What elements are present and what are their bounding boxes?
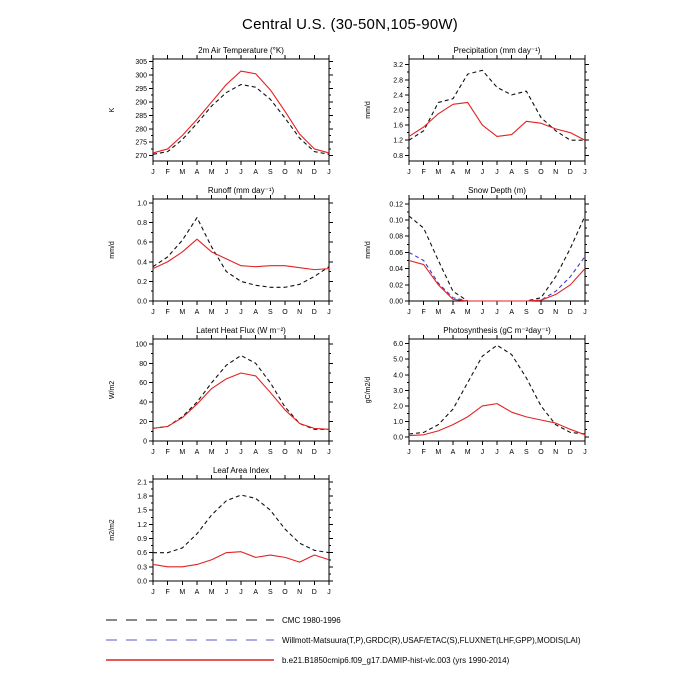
- svg-text:mm/d: mm/d: [365, 241, 372, 259]
- chart-leaf-area-index: [103, 463, 341, 601]
- svg-text:O: O: [282, 309, 288, 316]
- svg-text:gC/m2/d: gC/m2/d: [365, 376, 372, 404]
- svg-text:A: A: [509, 449, 515, 456]
- svg-text:J: J: [327, 449, 331, 456]
- svg-text:Photosynthesis (gC m⁻²day⁻¹): Photosynthesis (gC m⁻²day⁻¹): [443, 326, 551, 335]
- svg-text:1.6: 1.6: [393, 122, 403, 130]
- svg-text:4.0: 4.0: [393, 372, 403, 380]
- svg-text:M: M: [208, 309, 215, 316]
- legend-item-obs: [106, 635, 700, 645]
- svg-text:20: 20: [139, 419, 147, 427]
- svg-text:270: 270: [135, 153, 147, 161]
- svg-text:J: J: [224, 449, 229, 456]
- svg-text:M: M: [179, 589, 186, 596]
- svg-text:A: A: [194, 449, 200, 456]
- svg-text:2.0: 2.0: [393, 403, 403, 411]
- svg-text:0.9: 0.9: [137, 536, 147, 543]
- legend-label: CMC 1980-1996: [282, 615, 341, 625]
- legend: [106, 615, 700, 665]
- svg-text:M: M: [464, 449, 471, 456]
- svg-text:J: J: [495, 449, 499, 456]
- svg-text:0.6: 0.6: [137, 239, 147, 247]
- svg-text:A: A: [253, 589, 259, 596]
- svg-text:1.0: 1.0: [137, 200, 147, 208]
- svg-text:A: A: [253, 169, 259, 176]
- svg-text:0.0: 0.0: [393, 434, 403, 442]
- svg-text:M: M: [464, 309, 471, 316]
- svg-text:J: J: [327, 169, 331, 176]
- svg-text:mm/d: mm/d: [109, 241, 116, 259]
- svg-text:N: N: [553, 449, 559, 456]
- svg-text:D: D: [567, 169, 573, 176]
- svg-text:1.2: 1.2: [137, 521, 147, 529]
- svg-text:N: N: [553, 169, 559, 176]
- svg-text:0.4: 0.4: [137, 259, 147, 267]
- svg-text:2m Air Temperature (°K): 2m Air Temperature (°K): [198, 46, 284, 55]
- svg-text:295: 295: [135, 86, 147, 94]
- svg-text:0.10: 0.10: [389, 217, 403, 225]
- svg-text:O: O: [538, 449, 544, 456]
- svg-text:J: J: [151, 449, 155, 456]
- svg-text:J: J: [407, 169, 411, 176]
- svg-text:0.04: 0.04: [389, 266, 403, 274]
- svg-text:J: J: [327, 589, 331, 596]
- svg-text:S: S: [523, 169, 529, 176]
- svg-text:J: J: [224, 169, 229, 176]
- svg-text:J: J: [239, 449, 243, 456]
- svg-text:D: D: [311, 169, 317, 176]
- svg-text:J: J: [327, 309, 331, 316]
- svg-text:0.0: 0.0: [137, 578, 147, 586]
- svg-text:J: J: [495, 309, 499, 316]
- svg-text:F: F: [165, 589, 170, 596]
- svg-text:J: J: [407, 449, 411, 456]
- svg-text:S: S: [267, 169, 273, 176]
- svg-text:F: F: [165, 449, 170, 456]
- svg-text:M: M: [179, 309, 186, 316]
- svg-text:M: M: [435, 309, 442, 316]
- svg-text:J: J: [495, 169, 499, 176]
- svg-text:2.4: 2.4: [393, 92, 403, 100]
- svg-text:305: 305: [135, 59, 147, 67]
- svg-text:W/m2: W/m2: [109, 380, 116, 400]
- svg-text:N: N: [553, 309, 559, 316]
- legend-line-dashed-gray: [106, 615, 274, 625]
- legend-line-solid-red: [106, 655, 274, 665]
- svg-text:D: D: [567, 309, 573, 316]
- svg-text:2.1: 2.1: [137, 479, 147, 487]
- svg-text:J: J: [151, 169, 155, 176]
- svg-text:0.0: 0.0: [137, 298, 147, 306]
- svg-text:S: S: [523, 449, 529, 456]
- svg-text:0.3: 0.3: [137, 564, 147, 572]
- svg-text:A: A: [253, 449, 259, 456]
- svg-text:A: A: [450, 309, 456, 316]
- svg-text:O: O: [282, 169, 288, 176]
- svg-text:1.5: 1.5: [137, 507, 147, 515]
- svg-text:A: A: [194, 589, 200, 596]
- svg-text:F: F: [421, 449, 426, 456]
- svg-text:F: F: [165, 309, 170, 316]
- svg-text:M: M: [208, 449, 215, 456]
- svg-text:A: A: [450, 169, 456, 176]
- svg-text:300: 300: [135, 72, 147, 80]
- svg-text:280: 280: [135, 126, 147, 134]
- svg-text:0.06: 0.06: [389, 249, 403, 257]
- svg-text:0.08: 0.08: [389, 233, 403, 241]
- svg-text:D: D: [311, 589, 317, 596]
- legend-item-cmc: [106, 615, 700, 625]
- legend-item-model: [106, 655, 700, 665]
- svg-text:1.0: 1.0: [393, 419, 403, 427]
- svg-text:A: A: [194, 169, 200, 176]
- svg-text:F: F: [421, 169, 426, 176]
- svg-text:M: M: [435, 449, 442, 456]
- svg-text:S: S: [267, 589, 273, 596]
- svg-text:0.12: 0.12: [389, 201, 403, 209]
- svg-text:J: J: [407, 309, 411, 316]
- chart-precipitation: [359, 43, 597, 181]
- svg-text:M: M: [208, 589, 215, 596]
- svg-text:1.2: 1.2: [393, 137, 403, 145]
- legend-label: Willmott-Matsuura(T,P),GRDC(R),USAF/ETAC(S),FLUXNET(LHF,GPP),MODIS(LAI): [282, 635, 581, 645]
- svg-text:Latent Heat Flux (W m⁻²): Latent Heat Flux (W m⁻²): [196, 326, 286, 335]
- svg-text:N: N: [297, 449, 303, 456]
- svg-text:2.0: 2.0: [393, 107, 403, 115]
- svg-text:N: N: [297, 309, 303, 316]
- svg-text:D: D: [311, 309, 317, 316]
- svg-text:0: 0: [143, 438, 147, 446]
- svg-text:J: J: [480, 309, 485, 316]
- chart-runoff: [103, 183, 341, 321]
- svg-text:5.0: 5.0: [393, 356, 403, 364]
- svg-text:6.0: 6.0: [393, 341, 403, 349]
- svg-text:N: N: [297, 589, 303, 596]
- svg-text:80: 80: [139, 360, 147, 368]
- svg-text:A: A: [194, 309, 200, 316]
- svg-text:J: J: [583, 169, 587, 176]
- svg-text:mm/d: mm/d: [365, 101, 372, 119]
- chart-snow-depth: [359, 183, 597, 321]
- svg-text:285: 285: [135, 112, 147, 120]
- svg-text:J: J: [239, 309, 243, 316]
- svg-text:A: A: [509, 169, 515, 176]
- svg-text:0.2: 0.2: [137, 278, 147, 286]
- svg-text:0.02: 0.02: [389, 282, 403, 290]
- svg-text:3.0: 3.0: [393, 387, 403, 395]
- svg-text:290: 290: [135, 99, 147, 107]
- chart-2m-air-temperature: [103, 43, 341, 181]
- svg-text:J: J: [583, 449, 587, 456]
- svg-text:3.2: 3.2: [393, 62, 403, 70]
- svg-text:J: J: [151, 589, 155, 596]
- svg-text:A: A: [253, 309, 259, 316]
- svg-text:J: J: [480, 169, 485, 176]
- svg-text:60: 60: [139, 380, 147, 388]
- svg-text:O: O: [282, 449, 288, 456]
- svg-text:0.8: 0.8: [137, 220, 147, 228]
- svg-text:M: M: [208, 169, 215, 176]
- svg-text:Runoff (mm day⁻¹): Runoff (mm day⁻¹): [207, 186, 275, 195]
- legend-line-dashed-blue: [106, 635, 274, 645]
- svg-text:0.00: 0.00: [389, 298, 403, 306]
- svg-text:J: J: [239, 169, 243, 176]
- svg-text:J: J: [224, 309, 229, 316]
- svg-text:A: A: [509, 309, 515, 316]
- svg-text:F: F: [165, 169, 170, 176]
- svg-text:275: 275: [135, 139, 147, 147]
- svg-text:J: J: [151, 309, 155, 316]
- svg-text:O: O: [282, 589, 288, 596]
- svg-text:0.6: 0.6: [137, 550, 147, 558]
- svg-text:O: O: [538, 309, 544, 316]
- svg-text:J: J: [224, 589, 229, 596]
- svg-text:Snow Depth (m): Snow Depth (m): [468, 186, 526, 195]
- chart-photosynthesis: [359, 323, 597, 461]
- svg-text:O: O: [538, 169, 544, 176]
- svg-text:S: S: [267, 449, 273, 456]
- svg-text:D: D: [311, 449, 317, 456]
- svg-text:m2/m2: m2/m2: [109, 519, 116, 541]
- svg-text:S: S: [523, 309, 529, 316]
- svg-text:J: J: [239, 589, 243, 596]
- svg-text:2.8: 2.8: [393, 77, 403, 85]
- svg-text:40: 40: [139, 399, 147, 407]
- svg-text:100: 100: [135, 341, 147, 349]
- svg-text:M: M: [179, 449, 186, 456]
- svg-text:J: J: [480, 449, 485, 456]
- svg-text:J: J: [583, 309, 587, 316]
- svg-text:K: K: [109, 107, 116, 113]
- svg-text:1.8: 1.8: [137, 493, 147, 501]
- chart-latent-heat-flux: [103, 323, 341, 461]
- svg-text:N: N: [297, 169, 303, 176]
- svg-text:0.8: 0.8: [393, 152, 403, 160]
- svg-text:M: M: [179, 169, 186, 176]
- svg-text:F: F: [421, 309, 426, 316]
- chart-grid: [0, 43, 700, 601]
- svg-text:S: S: [267, 309, 273, 316]
- svg-text:Precipitation (mm day⁻¹): Precipitation (mm day⁻¹): [453, 46, 541, 55]
- svg-text:M: M: [464, 169, 471, 176]
- figure-title: Central U.S. (30-50N,105-90W): [242, 16, 458, 33]
- svg-text:Leaf Area Index: Leaf Area Index: [212, 466, 270, 475]
- svg-text:D: D: [567, 449, 573, 456]
- svg-text:M: M: [435, 169, 442, 176]
- legend-label: b.e21.B1850cmip6.f09_g17.DAMIP-hist-vlc.003 (yrs 1990-2014): [282, 655, 510, 665]
- svg-text:A: A: [450, 449, 456, 456]
